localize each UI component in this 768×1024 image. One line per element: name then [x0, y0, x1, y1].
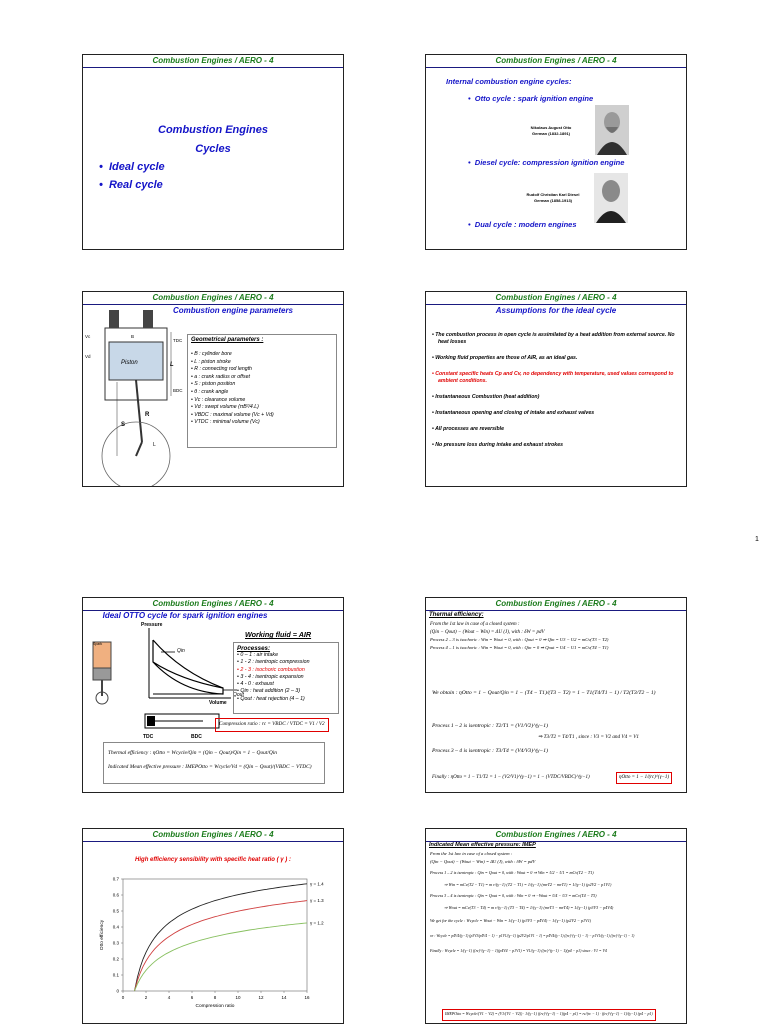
x-tick-label: 8	[213, 995, 217, 1000]
param-item: • VTDC : minimal volume (Vc)	[191, 419, 260, 426]
cycles-heading: Internal combustion engine cycles:	[446, 77, 572, 86]
working-fluid: Working fluid = AIR	[245, 630, 312, 639]
y-axis-label: Otto efficiency	[100, 919, 105, 951]
process-list	[237, 652, 335, 703]
engine-sketch	[87, 636, 117, 706]
geometric-params-box	[187, 334, 337, 448]
slide-4	[425, 291, 687, 487]
slide-header: Combustion Engines / AERO - 4	[426, 55, 686, 68]
bullet-ideal-cycle: • Ideal cycle	[99, 161, 165, 173]
piston-schematic	[143, 708, 223, 734]
diesel-cycle-item: • Diesel cycle: compression ignition engine	[468, 158, 625, 167]
y-tick-label: 0.6	[112, 892, 119, 898]
assumption-item: • Instantaneous Combustion (heat addition)	[432, 394, 540, 400]
y-tick-label: 0	[116, 988, 119, 994]
slide-7	[82, 828, 344, 1024]
assumption-item: • All processes are reversible	[432, 426, 504, 432]
assumption-item: • Instantaneous opening and closing of intake and exhaust valves	[432, 410, 595, 416]
process-item: • 2 - 3 : isochoric combustion	[237, 666, 305, 673]
slide-2	[425, 54, 687, 250]
derivation-1st-law: From the 1st law in case of a closed system : (Qin − Qout) − (Wout − Win) = ΔU (J), with : δW = pdV Process 2 – 3 is isochoric : Win = Wout = 0, with : Qout = 0 ⇒ Qin = U3 − U2 = mCv(T3 − T2) Process 4 – 1 is isochoric : Win = Wout = 0, with : Qin = 0 ⇒ Qout = U4 − U1 = mCv(T4 − T1)	[430, 622, 609, 650]
param-item: • VBDC : maximal volume (Vc + Vd)	[191, 411, 274, 418]
assumption-item: • Working fluid properties are those of AIR, as an ideal gas.	[432, 355, 578, 361]
slide-header: Combustion Engines / AERO - 4	[83, 829, 343, 842]
y-tick-label: 0.1	[112, 972, 119, 978]
page-number: 1	[755, 536, 759, 543]
otto-efficiency-result: ηOtto = 1 − 1/(rc)^(γ−1)	[616, 772, 672, 784]
label-stroke: L	[170, 362, 174, 368]
engine-geometry-diagram	[87, 306, 187, 486]
plot-area	[123, 879, 307, 991]
label-piston: Piston	[121, 360, 138, 366]
series-line	[135, 923, 308, 991]
slide-1	[82, 54, 344, 250]
params-list	[191, 351, 333, 427]
title-line-1: Combustion Engines	[158, 124, 268, 136]
dual-cycle-item: • Dual cycle : modern engines	[468, 220, 577, 229]
thermal-efficiency-formula: Thermal efficiency : ηOtto = Wcycle/Qin = (Qin − Qout)/Qin = 1 − Qout/Qin	[108, 750, 277, 756]
param-item: • a : crank radius or offset	[191, 373, 250, 380]
param-item: • B : cylinder bore	[191, 351, 232, 357]
slide-5	[82, 597, 344, 793]
processes-title: Processes:	[237, 645, 271, 652]
slide-header: Combustion Engines / AERO - 4	[83, 598, 343, 611]
param-item: • S : piston position	[191, 381, 236, 388]
x-tick-label: 14	[281, 995, 287, 1000]
formula-box	[103, 742, 325, 784]
otto-caption: Nikolaus August Otto German (1832-1891)	[530, 125, 572, 136]
x-tick-label: 6	[190, 995, 194, 1000]
y-tick-label: 0.5	[112, 908, 119, 914]
slide-8	[425, 828, 687, 1024]
label-tdc: TDC	[173, 338, 183, 343]
slide-header: Combustion Engines / AERO - 4	[426, 598, 686, 611]
y-tick-label: 0.7	[112, 876, 119, 882]
label-tdc: TDC	[143, 734, 154, 740]
imep-formula: Indicated Mean effective pressure : IMEPOtto = Wcycle/Vd = (Qin − Qout)/(VBDC − VTDC)	[108, 764, 312, 770]
process-item: • Qout : heat rejection (4 – 1)	[237, 695, 305, 702]
diesel-caption: Rudolf Christian Karl Diesel German (1858-1913)	[526, 192, 580, 203]
isentropic-1-2: Process 1 – 2 is isentropic : T2/T1 = (V1/V2)^(γ−1)	[432, 723, 548, 729]
temperature-ratio: ⇒ T3/T2 = T4/T1 , since : V3 = V2 and V4 = V1	[538, 734, 640, 740]
slide-subtitle: Indicated Mean effective pressure: IMEP	[429, 842, 536, 848]
label-s: S	[121, 422, 126, 428]
process-item: • 0 – 1 : air intake	[237, 652, 279, 658]
slide-subtitle: Ideal OTTO cycle for spark ignition engines	[102, 611, 268, 620]
label-qin: Qin	[177, 648, 185, 654]
label-vc: Vc	[85, 334, 91, 339]
assumption-list	[432, 332, 676, 458]
label-bdc: BDC	[173, 388, 183, 393]
slide-title	[83, 121, 343, 159]
x-tick-label: 16	[304, 995, 310, 1000]
label-vd: Vd	[85, 354, 91, 359]
slide-6	[425, 597, 687, 793]
imep-result: IMEPOtto = Wcycle/(V1 − V2) = (V1/(V1 − V2)) · 1/(γ−1) ((rc)^(γ−1) − 1)(p4 − p1) = rc/(rc − 1) · ((rc)^(γ−1) − 1)/(γ−1) (p4 − p1)	[442, 1009, 656, 1021]
series-line	[135, 884, 308, 991]
param-item: • L : piston stroke	[191, 358, 231, 365]
param-item: • Vd : swept volume (πB²/4.L)	[191, 404, 259, 411]
process-item: • 3 - 4 : isentropic expansion	[237, 673, 304, 680]
axis-volume: Volume	[209, 700, 227, 706]
slide-header: Combustion Engines / AERO - 4	[83, 292, 343, 305]
pv-diagram	[131, 622, 241, 702]
imep-derivation: From the 1st law in case of a closed system : (Qin − Qout) − (Wout − Win) = ΔU (J), with : δW = pdV Process 1 – 2 is isentropic : Qin = Qout = 0, with : Wout = 0 ⇒ Win = U2 − U1 = mCv(T2 − T1) ⇒ Win = mCv(T2 − T1) = m r/(γ−1) (T2 − T1) = 1/(γ−1) (mrT2 − mrT1) = 1/(γ−1) (p2V2 − p1V1) Process 3 – 4 is isentropic : Qin = Qout = 0, with : Win = 0 ⇒ −Wout = U4 − U3 = mCv(T4 − T3) ⇒ Wout = mCv(T3 − T4) = m r/(γ−1) (T3 − T4) = 1/(γ−1) (mrT3 − mrT4) = 1/(γ−1) (p3V3 − p4V4) We get for the cycle : Wcycle = Wout − Win = 1/(γ−1) (p3V3 − p4V4) − 1/(γ−1) (p2V2 − p1V1) or : Wcycle = p4V4/(γ−1) (p3V3/p4V4 − 1) − p1V1/(γ−1) (p2V2/p1V1 − 1) = p4V4/(γ−1) ((rc)^(γ−1) − 1) − p1V1/(γ−1) ((rc)^(γ−1) − 1) Finally : Wcycle = 1/(γ−1) ((rc)^(γ−1) − 1)(p4V4 − p1V1) = V1/(γ−1) ((rc)^(γ−1) − 1)(p4 − p1) since : V1 = V4	[430, 851, 635, 953]
x-tick-label: 12	[258, 995, 264, 1000]
title-line-2: Cycles	[195, 143, 231, 155]
label-bdc: BDC	[191, 734, 202, 740]
otto-cycle-item: • Otto cycle : spark ignition engine	[468, 94, 594, 103]
processes-box	[233, 642, 339, 714]
otto-portrait	[595, 105, 629, 155]
process-item: • Qin : heat addition (2 – 3)	[237, 688, 301, 695]
series-label: γ = 1.4	[310, 881, 324, 887]
process-item: • 1 - 2 : isentropic compression	[237, 659, 310, 666]
series-label: γ = 1.3	[310, 898, 324, 904]
assumption-item: • Constant specific heats Cp and Cv, no dependency with temperature, used values correspond to ambient conditions.	[432, 371, 674, 384]
series-line	[135, 901, 308, 991]
x-tick-label: 2	[144, 995, 148, 1000]
label-rod: L	[153, 442, 156, 448]
y-tick-label: 0.2	[112, 956, 119, 962]
bullet-real-cycle: • Real cycle	[99, 179, 163, 191]
process-item: • 4 - 0 : exhaust	[237, 681, 274, 688]
slide-3	[82, 291, 344, 487]
slide-subtitle: Assumptions for the ideal cycle	[495, 306, 617, 315]
x-axis-label: Compression ratio	[195, 1004, 235, 1009]
label-qout: Qout	[233, 692, 244, 698]
isentropic-3-4: Process 3 – 4 is isentropic : T3/T4 = (V4/V3)^(γ−1)	[432, 748, 548, 754]
params-title: Geometrical parameters :	[191, 337, 264, 343]
slide-subtitle: High efficiency sensibility with specific heat ratio ( γ ) :	[135, 857, 291, 863]
cycle-bullets	[99, 158, 165, 194]
assumption-item: • The combustion process in open cycle is assimilated by a heat addition from external source. No heat losses	[432, 332, 675, 345]
label-spark: Spark	[93, 642, 103, 646]
diesel-portrait	[594, 173, 628, 223]
param-item: • R : connecting rod length	[191, 366, 252, 373]
slide-header: Combustion Engines / AERO - 4	[426, 829, 686, 842]
finally-eq: Finally : ηOtto = 1 − T1/T2 = 1 − (V2/V1)^(γ−1) = 1 − (VTDC/VBDC)^(γ−1)	[432, 775, 590, 780]
slide-header: Combustion Engines / AERO - 4	[83, 55, 343, 68]
label-bore: B	[131, 334, 135, 339]
param-item: • θ : crank angle	[191, 388, 229, 395]
slide-subtitle: Combustion engine parameters	[172, 306, 294, 315]
efficiency-chart	[93, 873, 333, 1023]
y-tick-label: 0.4	[112, 924, 119, 930]
x-tick-label: 4	[167, 995, 171, 1000]
slide-header: Combustion Engines / AERO - 4	[426, 292, 686, 305]
efficiency-ratio: We obtain : ηOtto = 1 − Qout/Qin = 1 − (T4 − T1)/(T3 − T2) = 1 − T1(T4/T1 − 1) / T2(T3/T2 − 1)	[432, 690, 656, 696]
x-tick-label: 10	[235, 995, 241, 1000]
compression-ratio: Compression ratio : rc = VBDC / VTDC = V1 / V2	[215, 718, 329, 732]
x-tick-label: 0	[121, 995, 125, 1000]
assumption-item: • No pressure loss during intake and exhaust strokes	[432, 442, 563, 448]
y-tick-label: 0.3	[112, 940, 119, 946]
slide-subtitle: Thermal efficiency:	[429, 612, 484, 618]
param-item: • Vc : clearance volume	[191, 396, 246, 403]
axis-pressure: Pressure	[141, 622, 163, 628]
label-r: R	[145, 412, 150, 418]
series-label: γ = 1.2	[310, 920, 324, 926]
